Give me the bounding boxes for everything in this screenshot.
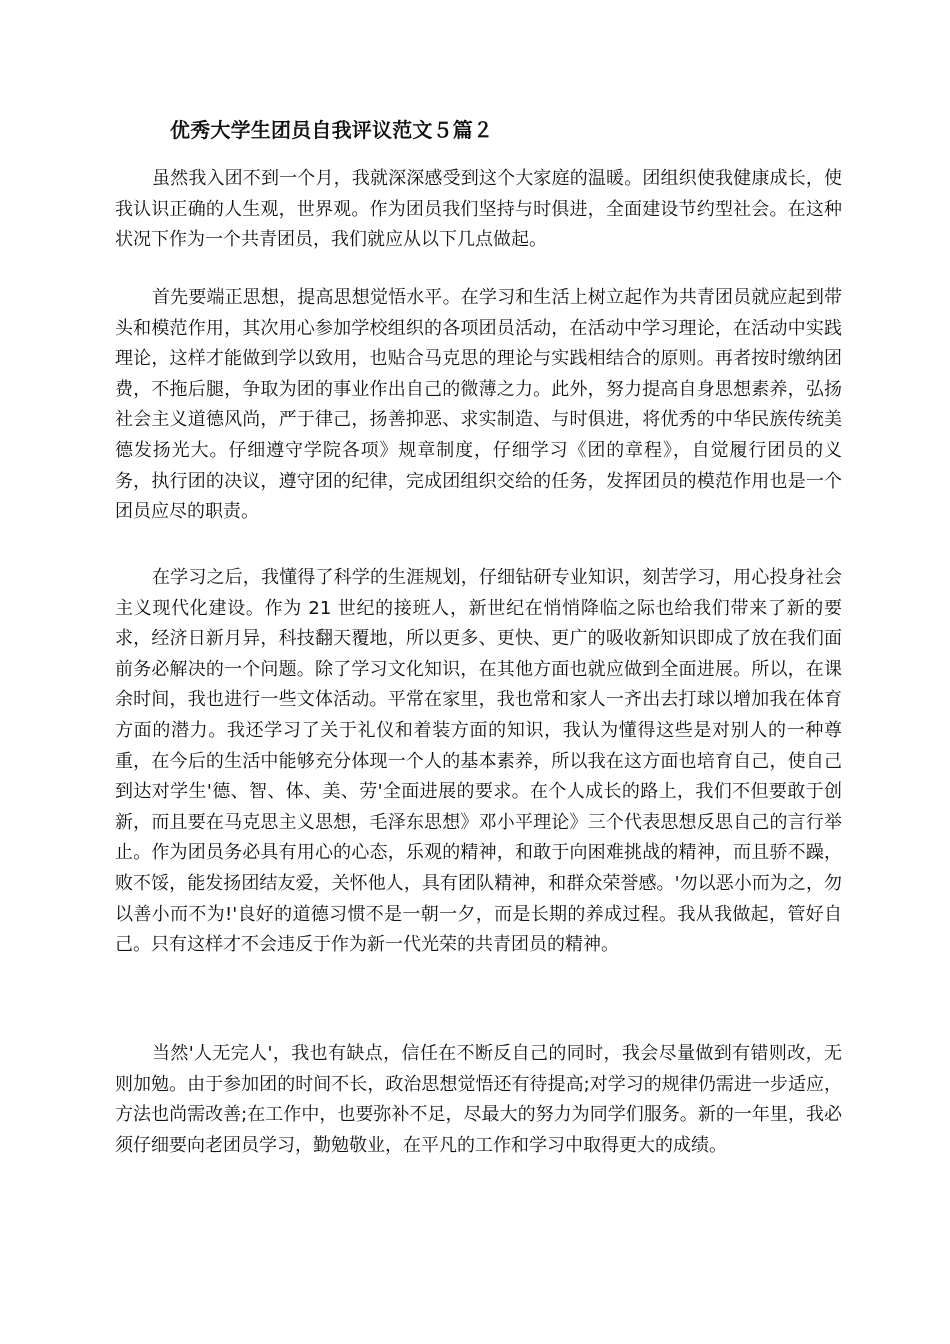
paragraph-2: 首先要端正思想，提高思想觉悟水平。在学习和生活上树立起作为共青团员就应起到带头和模范作用，其次用心参加学校组织的各项团员活动，在活动中学习理论，在活动中实践理论，这样才能做到学以致用，也贴合马克思的理论与实践相结合的原则。再者按时缴纳团费，不拖后腿，争取为团的事业作出自己的微薄之力。此外，努力提高自身思想素养，弘扬社会主义道德风尚，严于律己，扬善抑恶、求实制造、与时俱进，将优秀的中华民族传统美德发扬光大。仔细遵守学院各项》规章制度，仔细学习《团的章程》，自觉履行团员的义务，执行团的决议，遵守团的纪律，完成团组织交给的任务，发挥团员的模范作用也是一个团员应尽的职责。 (115, 287, 842, 523)
document-title: 优秀大学生团员自我评议范文５篇２ (170, 118, 494, 142)
paragraph-1: 虽然我入团不到一个月，我就深深感受到这个大家庭的温暖。团组织使我健康成长，使我认识正确的人生观，世界观。作为团员我们坚持与时俱进，全面建设节约型社会。在这种状况下作为一个共青团员，我们就应从以下几点做起。 (115, 168, 842, 251)
paragraph-3: 在学习之后，我懂得了科学的生涯规划，仔细钻研专业知识，刻苦学习，用心投身社会主义现代化建设。作为 21 世纪的接班人，新世纪在悄悄降临之际也给我们带来了新的要求，经济日新月异，科技翻天覆地，所以更多、更快、更广的吸收新知识即成了放在我们面前务必解决的一个问题。除了学习文化知识，在其他方面也就应做到全面进展。所以，在课余时间，我也进行一些文体活动。平常在家里，我也常和家人一齐出去打球以增加我在体育方面的潜力。我还学习了关于礼仪和着装方面的知识，我认为懂得这些是对别人的一种尊重，在今后的生活中能够充分体现一个人的基本素养，所以我在这方面也培育自己，使自己到达对学生'德、智、体、美、劳'全面进展的要求。在个人成长的路上，我们不但要敢于创新，而且要在马克思主义思想，毛泽东思想》邓小平理论》三个代表思想反思自己的言行举止。作为团员务必具有用心的心态，乐观的精神，和敢于向困难挑战的精神，而且骄不躁，败不馁，能发扬团结友爱，关怀他人，具有团队精神，和群众荣誉感。'勿以恶小而为之，勿以善小而不为!'良好的道德习惯不是一朝一夕，而是长期的养成过程。我从我做起，管好自己。只有这样才不会违反于作为新一代光荣的共青团员的精神。 (115, 567, 842, 956)
paragraph-4: 当然'人无完人'，我也有缺点，信任在不断反自己的同时，我会尽量做到有错则改，无则加勉。由于参加团的时间不长，政治思想觉悟还有待提高;对学习的规律仍需进一步适应，方法也尚需改善;在工作中，也要弥补不足，尽最大的努力为同学们服务。新的一年里，我必须仔细要向老团员学习，勤勉敬业，在平凡的工作和学习中取得更大的成绩。 (115, 1043, 842, 1156)
